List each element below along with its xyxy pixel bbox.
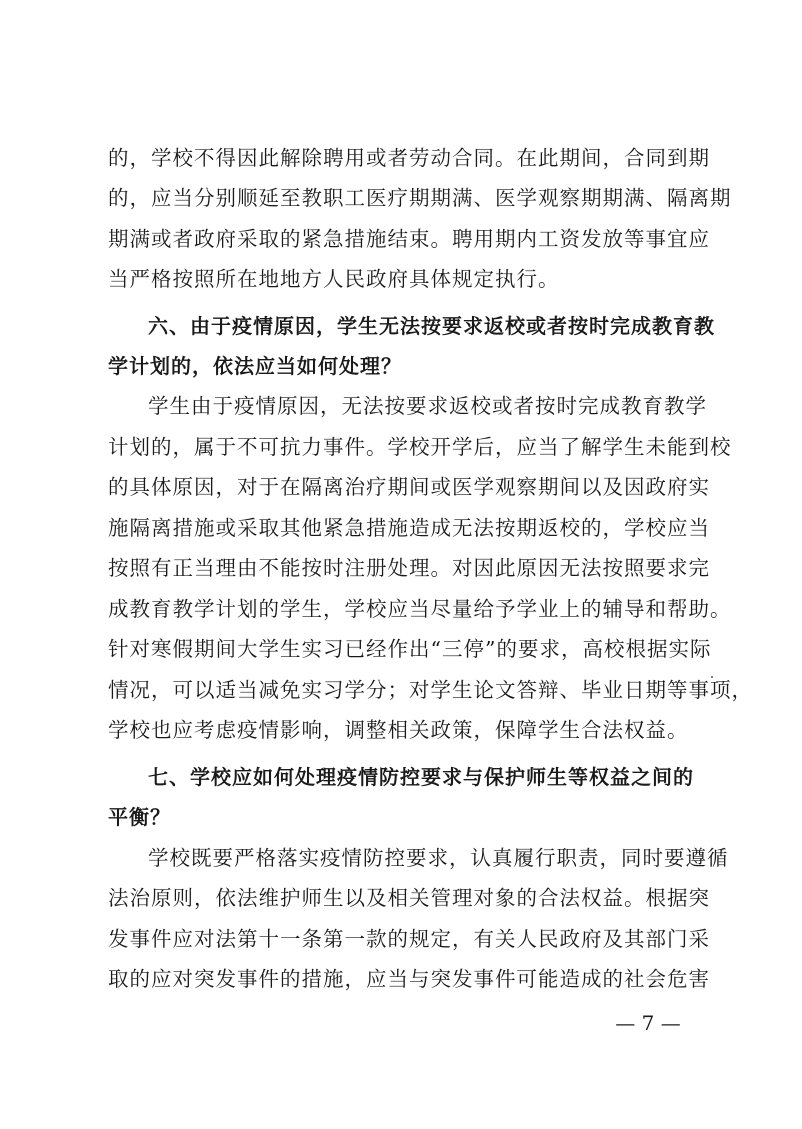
- body-text-line: 计划的，属于不可抗力事件。学校开学后，应当了解学生未能到校: [108, 435, 732, 459]
- section-heading-6-continued: 学计划的，依法应当如何处理？: [108, 354, 402, 378]
- body-text-line: 施隔离措施或采取其他紧急措施造成无法按期返校的，学校应当: [108, 516, 710, 540]
- body-text-line: 期满或者政府采取的紧急措施结束。聘用期内工资发放等事宜应: [108, 227, 710, 251]
- scan-speck: [711, 676, 713, 678]
- body-text-line: 针对寒假期间大学生实习已经作出“三停”的要求，高校根据实际: [108, 637, 712, 661]
- body-text-line: 法治原则，依法维护师生以及相关管理对象的合法权益。根据突: [108, 886, 710, 910]
- body-text-line: 按照有正当理由不能按时注册处理。对因此原因无法按照要求完: [108, 556, 710, 580]
- body-text-line: 发事件应对法第十一条第一款的规定，有关人民政府及其部门采: [108, 927, 710, 951]
- body-text-line: 的，应当分别顺延至教职工医疗期期满、医学观察期期满、隔离期: [108, 186, 732, 210]
- section-heading-7: 七、学校应如何处理疫情防控要求与保护师生等权益之间的: [148, 765, 694, 789]
- body-text-line: 学校既要严格落实疫情防控要求，认真履行职责，同时要遵循: [148, 846, 729, 870]
- section-heading-7-continued: 平衡？: [108, 805, 171, 829]
- body-text-line: 的具体原因，对于在隔离治疗期间或医学观察期间以及因政府实: [108, 475, 710, 499]
- page-number: — 7 —: [615, 1011, 681, 1035]
- body-text-line: 学校也应考虑疫情影响，调整相关政策，保障学生合法权益。: [108, 718, 689, 742]
- body-text-line: 取的应对突发事件的措施，应当与突发事件可能造成的社会危害: [108, 967, 710, 991]
- section-heading-6: 六、由于疫情原因，学生无法按要求返校或者按时完成教育教: [148, 314, 715, 338]
- body-text-line: 成教育教学计划的学生，学校应当尽量给予学业上的辅导和帮助。: [108, 597, 732, 621]
- body-text-line: 学生由于疫情原因，无法按要求返校或者按时完成教育教学: [148, 394, 707, 418]
- body-text-line: 的，学校不得因此解除聘用或者劳动合同。在此期间，合同到期: [108, 146, 710, 170]
- body-text-line: 情况，可以适当减免实习学分；对学生论文答辩、毕业日期等事项，: [108, 678, 753, 702]
- body-text-line: 当严格按照所在地地方人民政府具体规定执行。: [108, 267, 560, 291]
